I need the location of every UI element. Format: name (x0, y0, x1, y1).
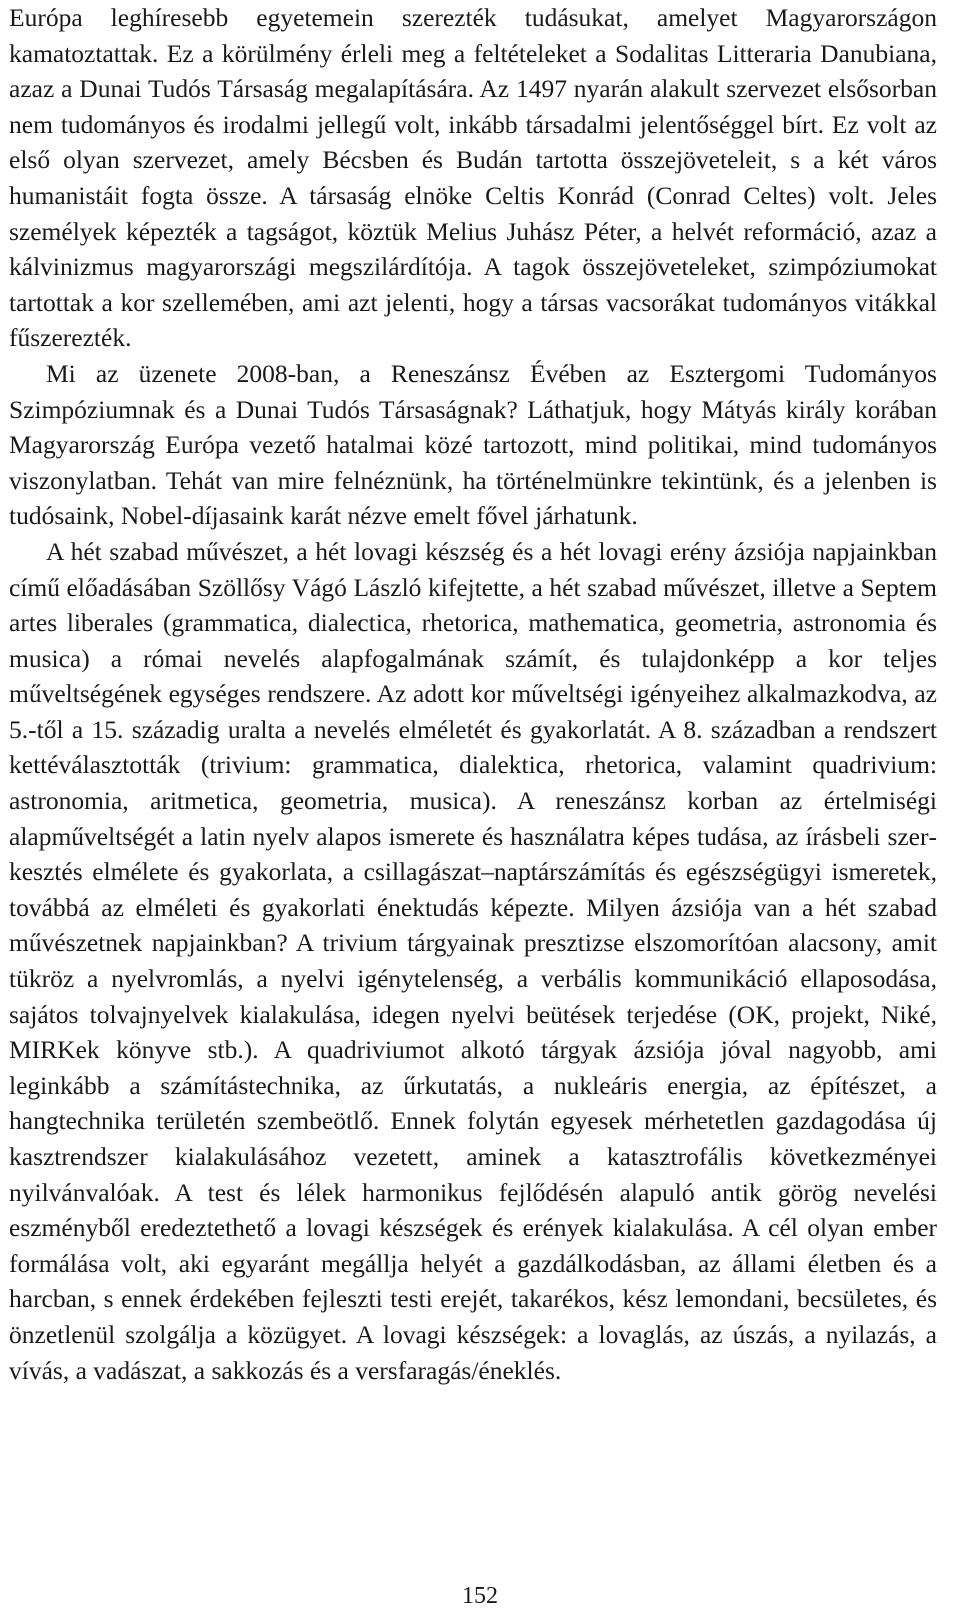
paragraph-1: Európa leghíresebb egyetemein szerezték tudásukat, amelyet Magyarországon kamatoztattak. Ez a körülmény érleli meg a feltételeket a Sodalitas Litteraria Danubiana, azaz a Dunai Tudós Társaság megalapítására. Az 1497 nyarán alakult szervezet elsősorban nem tudományos és irodalmi jellegű volt, inkább társadalmi jelentőséggel bírt. Ez volt az első olyan szervezet, amely Bécsben és Budán tartotta összejöveteleit, s a két város humanistáit fogta össze. A társaság elnöke Celtis Konrád (Conrad Celtes) volt. Jeles személyek képezték a tagságot, köztük Melius Juhász Péter, a helvét reformáció, azaz a kálvinizmus magyarországi megszilárdítója. A tagok összejöveteleket, szimpóziumokat tartottak a kor szellemében, ami azt jelenti, hogy a társas vacsorákat tudományos vitákkal fűszerezték. (9, 3, 937, 353)
page-number: 152 (462, 1583, 498, 1609)
paragraph-2: Mi az üzenete 2008-ban, a Reneszánsz Évében az Esztergomi Tudományos Szimpóziumnak és a Dunai Tudós Társaságnak? Láthatjuk, hogy Mátyás király korában Magyarország Európa vezető hatalmai közé tartozott, mind politikai, mind tudományos viszonylatban. Tehát van mire felnéznünk, ha történelmünkre tekintünk, és a jelenben is tudósaink, Nobel-díjasaink karát nézve emelt fővel járhatunk. (9, 358, 937, 531)
page-body (9, 0, 937, 1388)
paragraph-3: A hét szabad művészet, a hét lovagi készség és a hét lovagi erény ázsiója napjainkban című előadásában Szöllősy Vágó László kifejtette, a hét szabad művészet, illetve a Septem artes liberales (grammatica, dialectica, rhetorica, mathematica, geometria, astronomia és musica) a római nevelés alapfogalmának számít, és tulajdonképp a kor teljes műveltségének egységes rendszere. Az adott kor műveltségi igényeihez alkalmazkodva, az 5.-től a 15. századig uralta a nevelés elméletét és gyakorlatát. A 8. században a rendszert kettéválasztották (trivium: grammatica, dialektica, rhetorica, valamint quadrivium: astronomia, aritmetica, geometria, musica). A reneszánsz korban az értelmiségi alapműveltségét a latin nyelv alapos ismerete és használatra képes tudása, az írásbeli szerkesztés elmélete és gyakorlata, a csillagászat–naptárszámítás és egészségügyi ismeretek, továbbá az elméleti és gyakorlati énektudás képezte. Milyen ázsiója van a hét szabad művészetnek napjainkban? A trivium tárgyainak presztizse elszomorítóan alacsony, amit tükröz a nyelvromlás, a nyelvi igénytelenség, a verbális kommunikáció ellaposodása, sajátos tolvajnyelvek kialakulása, idegen nyelvi beütések terjedése (OK, projekt, Niké, MIRKek könyve stb.). A quadriviumot alkotó tárgyak ázsiója jóval nagyobb, ami leginkább a számítástechnika, az űrkutatás, a nukleáris energia, az építészet, a hangtechnika területén szembeötlő. Ennek folytán egyesek mérhetetlen gazdagodása új kasztrendszer kialakulásához vezetett, aminek a katasztrofális következményei nyilvánvalóak. A test és lélek harmonikus fejlődésén alapuló antik görög nevelési eszményből eredeztethető a lovagi készségek és erények kialakulása. A cél olyan ember formálása volt, aki egyaránt megállja helyét a gazdálkodásban, az állami életben és a harcban, s ennek érdekében fejleszti testi erejét, takarékos, kész lemondani, becsületes, és önzetlenül szolgálja a közügyet. A lovagi készségek: a lovaglás, az úszás, a nyilazás, a vívás, a vadászat, a sakkozás és a versfaragás/éneklés. (9, 536, 937, 1385)
